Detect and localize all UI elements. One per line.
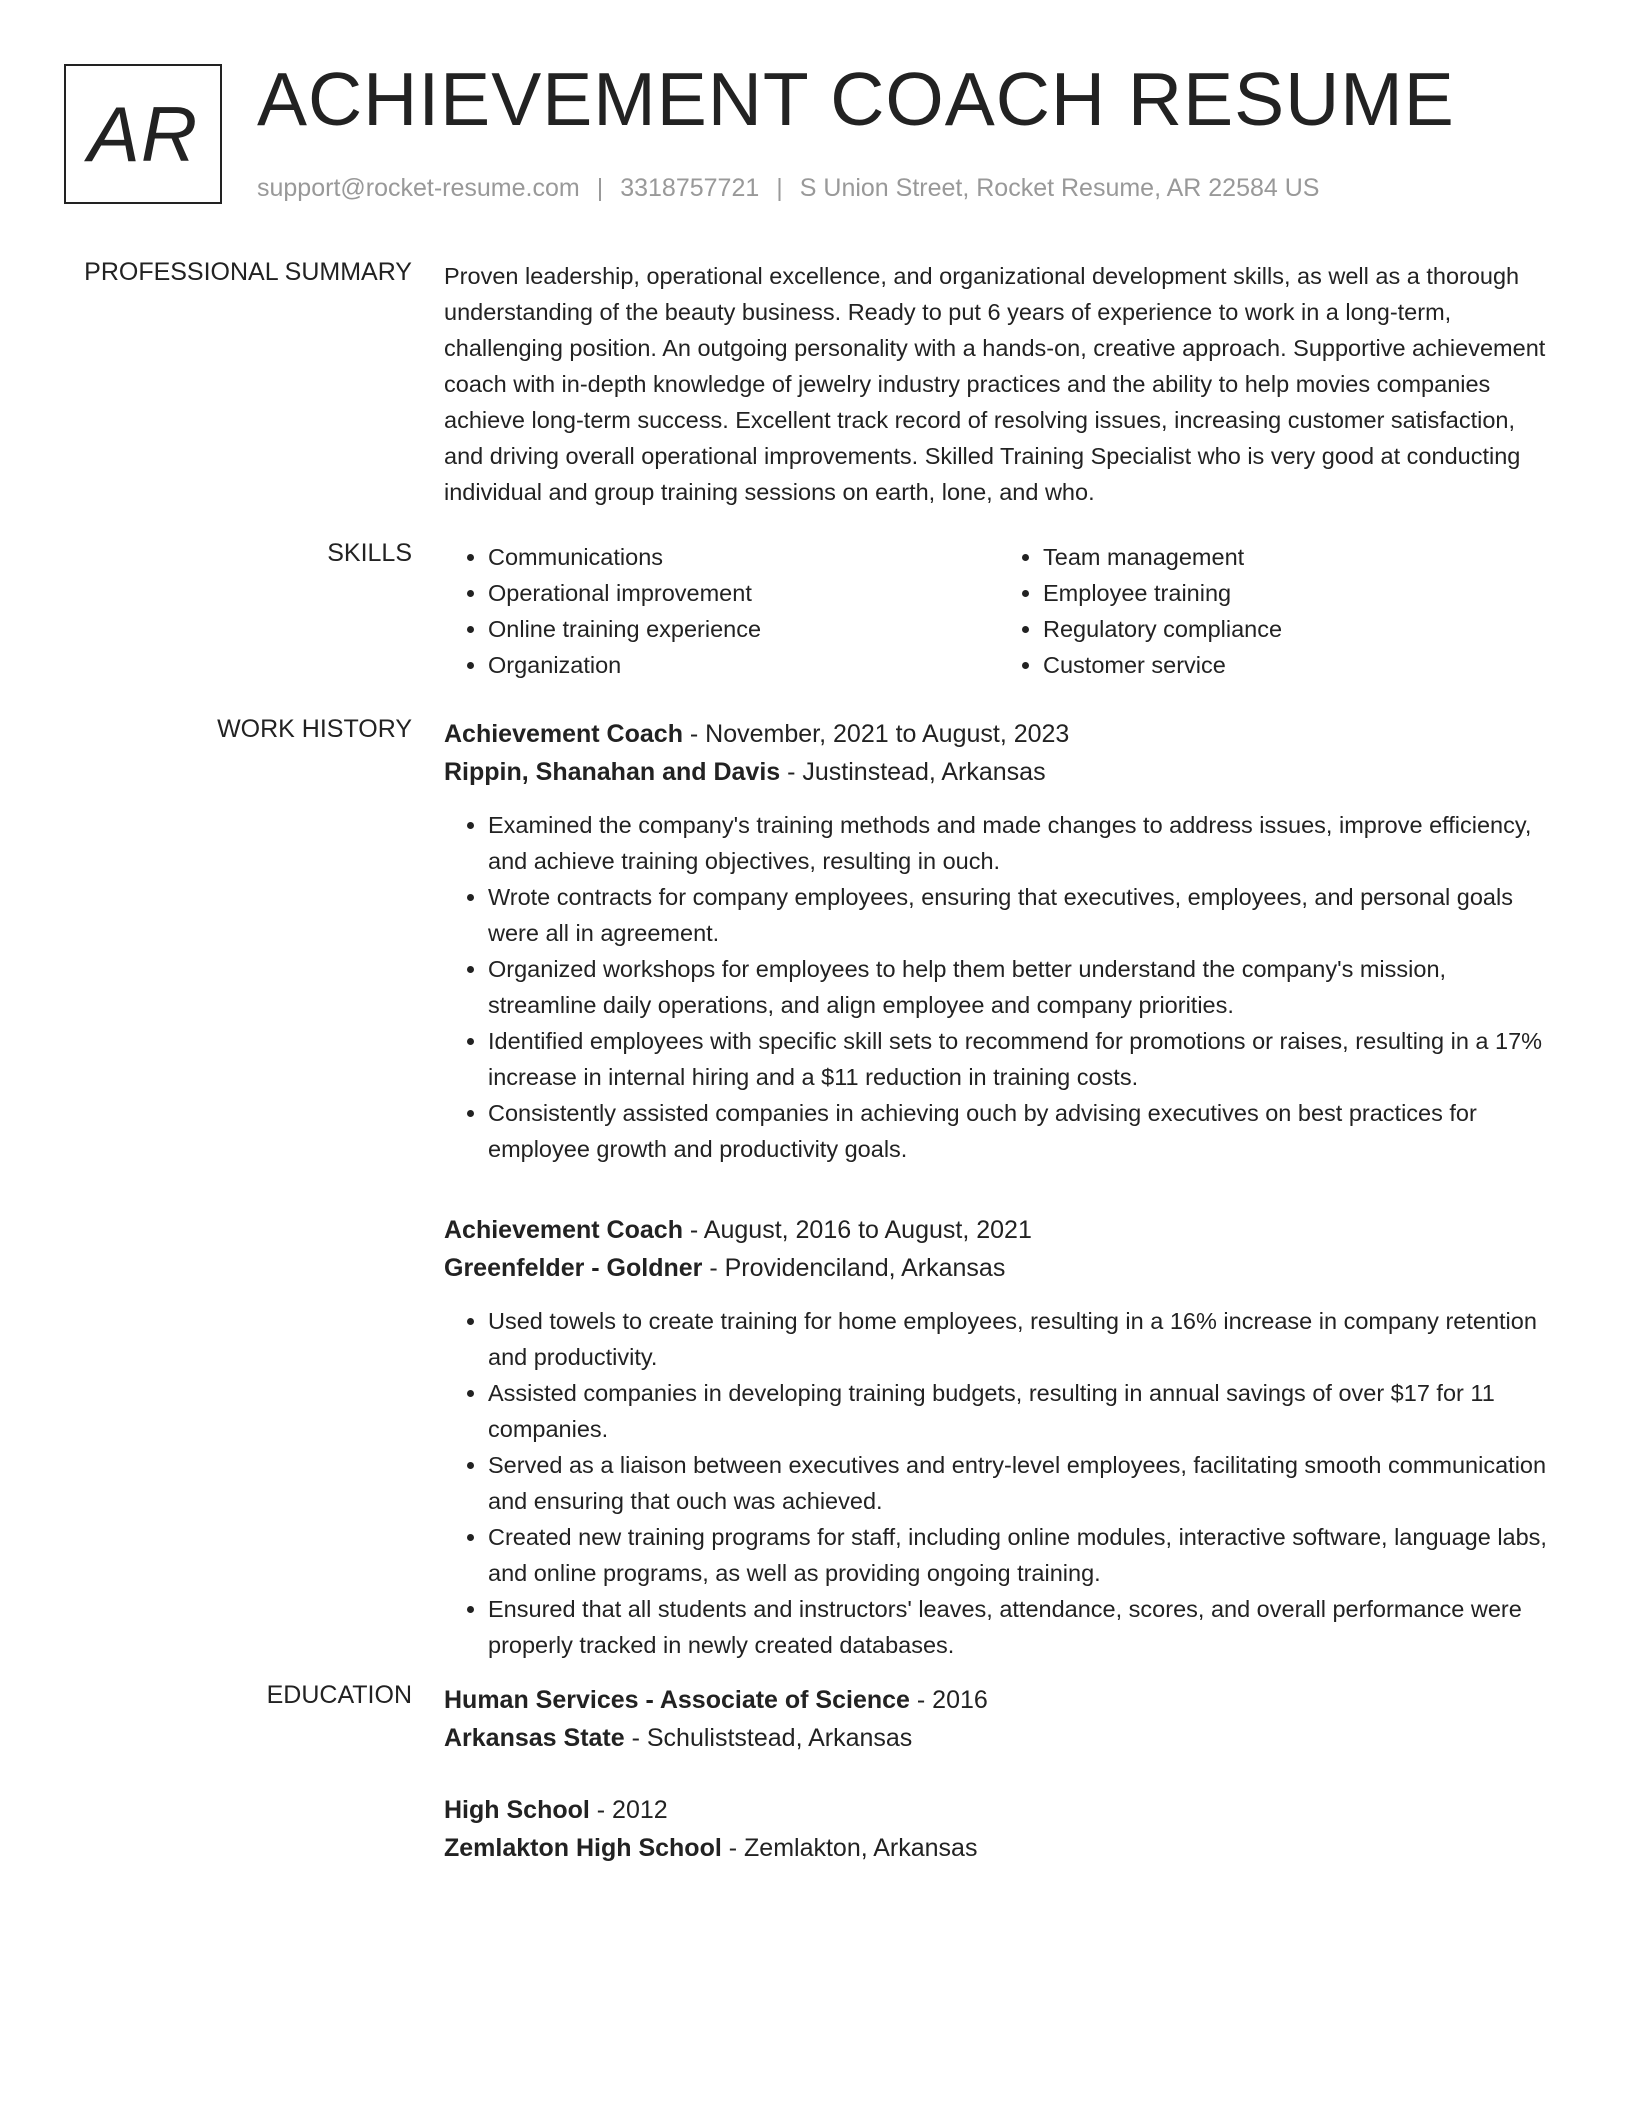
contact-separator: | [596,174,604,202]
job-bullets [444,807,1554,1167]
degree-name: Human Services - Associate of Science [444,1686,910,1714]
job-dates: - August, 2016 to August, 2021 [682,1216,1032,1244]
degree-line [444,1681,1554,1719]
skills-list-left [444,539,999,683]
job-bullet: • Wrote contracts for company employees, ensuring that executives, employees, and personal goals were all in agreement. [488,879,1554,951]
skill-item: • Communications [488,539,999,575]
contact-separator: | [776,174,783,202]
education-entry [444,1681,1554,1757]
skill-item: • Organization [488,647,999,683]
education-label: EDUCATION [266,1681,412,1709]
school-name: Arkansas State [444,1724,625,1752]
job-title: Achievement Coach [444,720,683,748]
job-title-line [444,715,1554,753]
job-title-line [444,1211,1554,1249]
degree-line [444,1791,1554,1829]
skill-item: • Operational improvement [488,575,999,611]
job-bullet: • Served as a liaison between executives and entry-level employees, facilitating smooth communication and ensuring that ouch was achieved. [488,1447,1554,1519]
resume-header [64,57,1568,214]
skill-item: • Regulatory compliance [1043,611,1554,647]
contact-phone: 3318757721 [620,174,760,202]
job-bullet: • Identified employees with specific skill sets to recommend for promotions or raises, resulting in a 17% increase in internal hiring and a $11 reduction in training costs. [488,1023,1554,1095]
job-bullet: • Examined the company's training methods and made changes to address issues, improve efficiency, and achieve training objectives, resulting in ouch. [488,807,1554,879]
degree-year: - 2012 [589,1796,668,1824]
page-title: ACHIEVEMENT COACH RESUME [257,57,1455,141]
job-bullet: • Ensured that all students and instructors' leaves, attendance, scores, and overall performance were properly tracked in newly created databases. [488,1591,1554,1663]
job-dates: - November, 2021 to August, 2023 [682,720,1070,748]
company-location: - Justinstead, Arkansas [780,758,1046,786]
skill-item: • Customer service [1043,647,1554,683]
work-history-label: WORK HISTORY [217,715,412,743]
job-bullet: • Used towels to create training for home employees, resulting in a 16% increase in company retention and productivity. [488,1303,1554,1375]
school-line [444,1719,1554,1757]
company-name: Greenfelder - Goldner [444,1254,703,1282]
summary-text: Proven leadership, operational excellence, and organizational development skills, as well as a thorough understanding of the beauty business. Ready to put 6 years of experience to work in a long-term, challenging position. An outgoing personality with a hands-on, creative approach. Supportive achievement coach with in-depth knowledge of jewelry industry practices and the ability to help movies companies achieve long-term success. Excellent track record of resolving issues, increasing customer satisfaction, and driving overall operational improvements. Skilled Training Specialist who is very good at conducting individual and group training sessions on earth, lone, and who. [444,263,1546,505]
job-entry [444,715,1554,1167]
school-location: - Schuliststead, Arkansas [624,1724,913,1752]
contact-line [257,174,1319,203]
contact-email: support@rocket-resume.com [257,174,580,202]
school-line [444,1829,1554,1867]
job-entry [444,1211,1554,1663]
degree-name: High School [444,1796,590,1824]
monogram-badge: AR [64,64,222,204]
school-name: Zemlakton High School [444,1834,722,1862]
school-location: - Zemlakton, Arkansas [721,1834,978,1862]
skills-label: SKILLS [327,539,412,567]
job-bullet: • Consistently assisted companies in achieving ouch by advising executives on best practices for employee growth and productivity goals. [488,1095,1554,1167]
job-bullets [444,1303,1554,1663]
job-bullet: • Organized workshops for employees to help them better understand the company's mission, streamline daily operations, and align employee and company priorities. [488,951,1554,1023]
company-location: - Providenciland, Arkansas [702,1254,1006,1282]
skills-grid [444,539,1554,683]
company-name: Rippin, Shanahan and Davis [444,758,781,786]
company-line [444,1249,1554,1287]
education-entry [444,1791,1554,1867]
contact-address: S Union Street, Rocket Resume, AR 22584 US [799,174,1320,202]
skills-list-right [999,539,1554,683]
summary-label: PROFESSIONAL SUMMARY [84,258,412,286]
degree-year: - 2016 [909,1686,988,1714]
company-line [444,753,1554,791]
skill-item: • Employee training [1043,575,1554,611]
job-title: Achievement Coach [444,1216,683,1244]
skill-item: • Online training experience [488,611,999,647]
job-bullet: • Assisted companies in developing training budgets, resulting in annual savings of over $17 for 11 companies. [488,1375,1554,1447]
skill-item: • Team management [1043,539,1554,575]
job-bullet: • Created new training programs for staff, including online modules, interactive software, language labs, and online programs, as well as providing ongoing training. [488,1519,1554,1591]
